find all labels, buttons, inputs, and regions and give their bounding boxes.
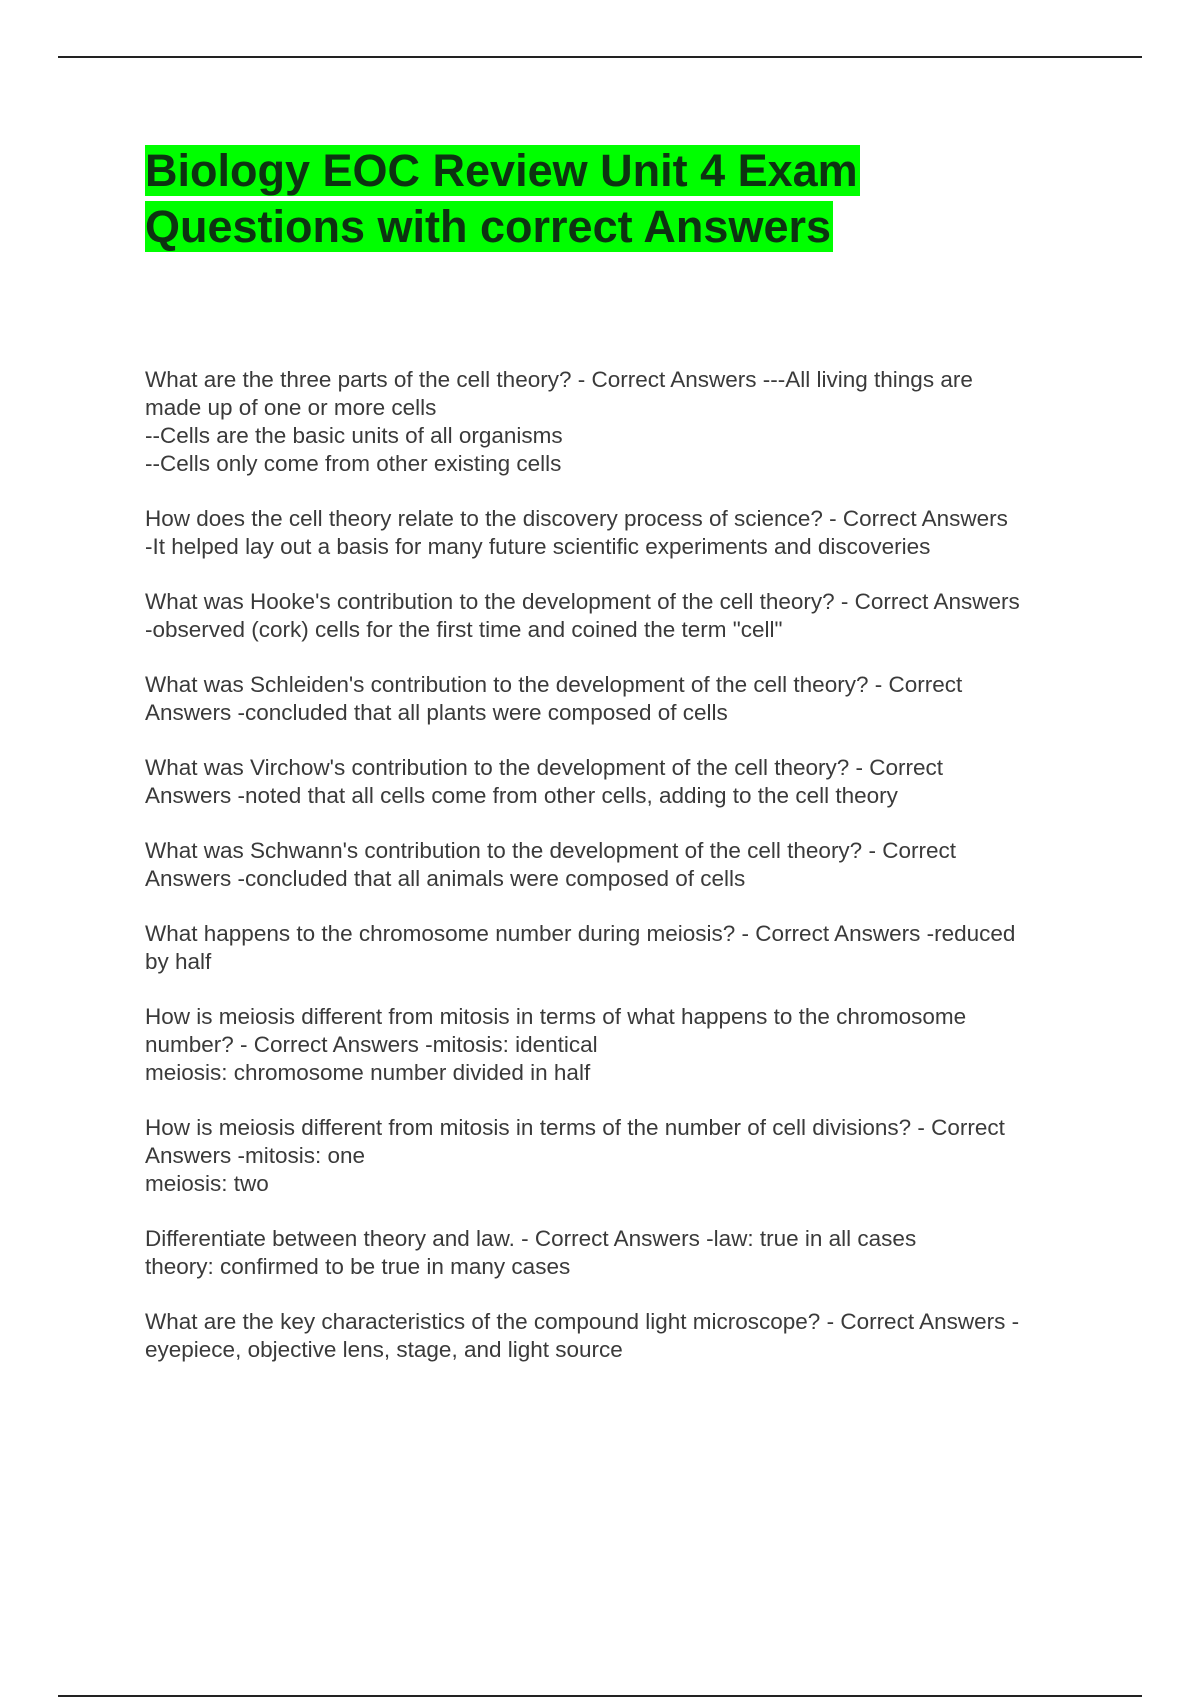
qa-item [145,671,1090,727]
qa-item [145,920,1090,976]
qa-line: -It helped lay out a basis for many future scientific experiments and discoveries [145,534,931,559]
page-title [145,143,1045,255]
qa-list [145,366,1090,1391]
bottom-rule [58,1695,1142,1697]
top-rule [58,56,1142,58]
qa-line: Answers -noted that all cells come from other cells, adding to the cell theory [145,783,898,808]
qa-item [145,588,1090,644]
qa-line: What are the three parts of the cell theory? - Correct Answers ---All living things are [145,367,973,392]
qa-line: made up of one or more cells [145,395,437,420]
qa-item [145,754,1090,810]
qa-line: Differentiate between theory and law. - Correct Answers -law: true in all cases [145,1226,917,1251]
qa-line: -observed (cork) cells for the first time and coined the term "cell" [145,617,783,642]
qa-item [145,837,1090,893]
qa-line: What was Hooke's contribution to the development of the cell theory? - Correct Answers [145,589,1020,614]
qa-line: Answers -concluded that all animals were composed of cells [145,866,746,891]
qa-line: meiosis: two [145,1171,269,1196]
qa-line: meiosis: chromosome number divided in half [145,1060,591,1085]
qa-line: How is meiosis different from mitosis in terms of the number of cell divisions? - Correct [145,1115,1005,1140]
qa-line: What happens to the chromosome number during meiosis? - Correct Answers -reduced [145,921,1016,946]
qa-item [145,1003,1090,1087]
qa-item [145,1114,1090,1198]
qa-line: --Cells only come from other existing cells [145,451,562,476]
title-line-1: Biology EOC Review Unit 4 Exam [145,145,858,196]
qa-line: What was Virchow's contribution to the development of the cell theory? - Correct [145,755,944,780]
qa-item [145,505,1090,561]
qa-line: How does the cell theory relate to the discovery process of science? - Correct Answers [145,506,1008,531]
qa-item [145,1225,1090,1281]
qa-line: eyepiece, objective lens, stage, and light source [145,1337,623,1362]
qa-line: by half [145,949,212,974]
qa-line: --Cells are the basic units of all organisms [145,423,563,448]
qa-item [145,366,1090,478]
qa-line: theory: confirmed to be true in many cases [145,1254,571,1279]
qa-line: What are the key characteristics of the compound light microscope? - Correct Answers - [145,1309,1020,1334]
qa-line: What was Schleiden's contribution to the development of the cell theory? - Correct [145,672,963,697]
qa-line: number? - Correct Answers -mitosis: identical [145,1032,598,1057]
qa-line: Answers -mitosis: one [145,1143,366,1168]
qa-line: Answers -concluded that all plants were composed of cells [145,700,728,725]
qa-item [145,1308,1090,1364]
qa-line: What was Schwann's contribution to the development of the cell theory? - Correct [145,838,956,863]
title-line-2: Questions with correct Answers [145,201,832,252]
qa-line: How is meiosis different from mitosis in terms of what happens to the chromosome [145,1004,967,1029]
